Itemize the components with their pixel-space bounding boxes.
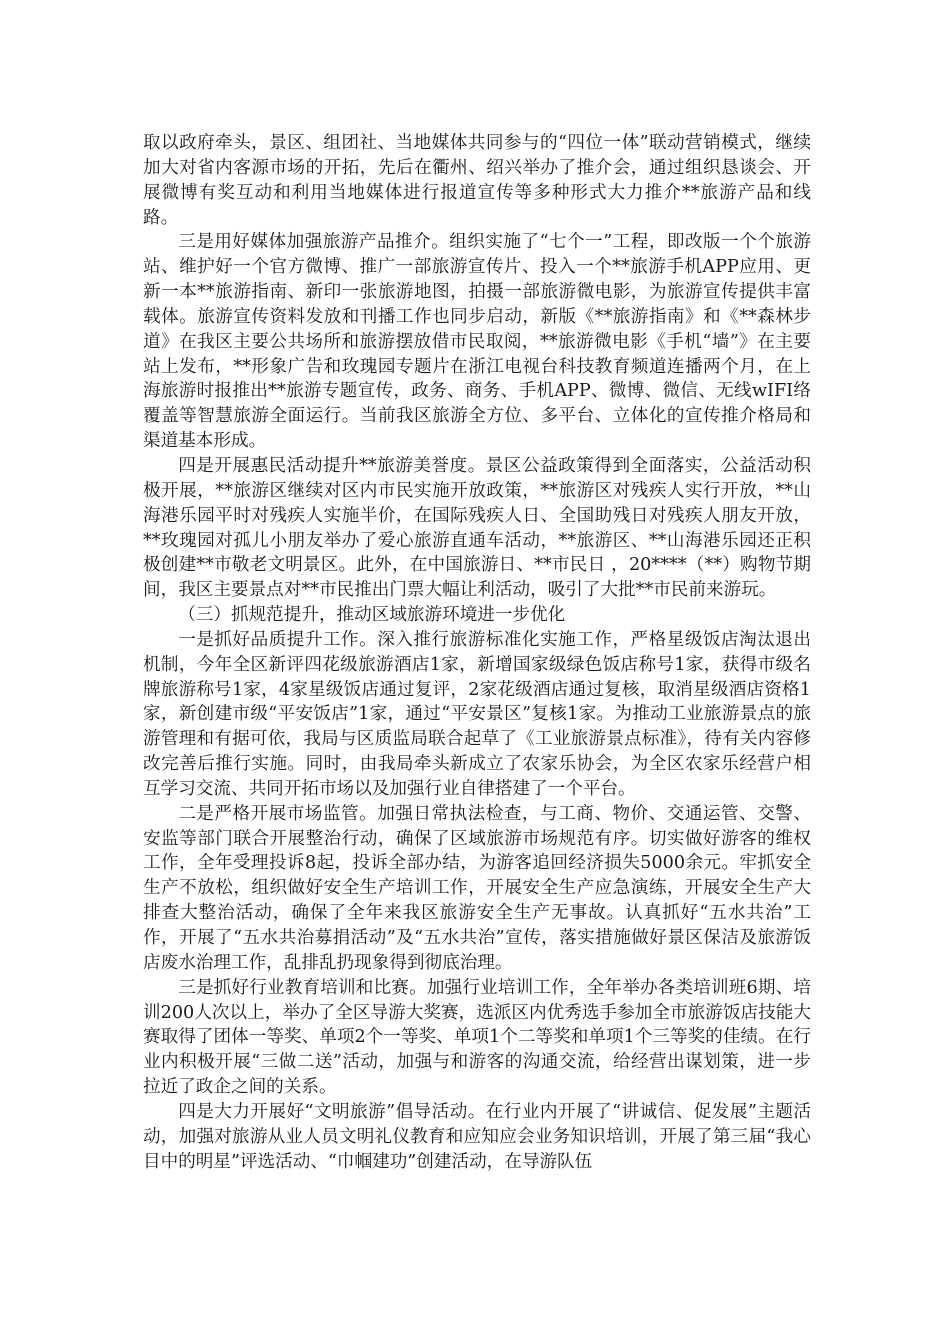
paragraph-civilized-tourism: 四是大力开展好“文明旅游”倡导活动。在行业内开展了“讲诚信、促发展”主题活动，加强对旅游从业人员文明礼仪教育和应知应会业务知识培训，开展了第三届“我心目中的明星”评选活动、“巾帼建功”创建活动，在导游队伍 bbox=[143, 1101, 811, 1172]
paragraph-market-supervision: 二是严格开展市场监管。加强日常执法检查，与工商、物价、交通运管、交警、安监等部门联合开展整治行动，确保了区域旅游市场规范有序。切实做好游客的维权工作，全年受理投诉8起，投诉全部办结，为游客追回经济损失5000余元。牢抓安全生产不放松，组织做好安全生产培训工作，开展安全生产应急演练，开展安全生产大排查大整治活动，确保了全年来我区旅游安全生产无事故。认真抓好“五水共治”工作，开展了“五水共治募捐活动”及“五水共治”宣传，落实措施做好景区保洁及旅游饭店废水治理工作，乱排乱扔现象得到彻底治理。 bbox=[143, 803, 811, 973]
section-heading: （三）抓规范提升，推动区域旅游环境进一步优化 bbox=[178, 605, 566, 626]
paragraph-quality-improvement: 一是抓好品质提升工作。深入推行旅游标准化实施工作，严格星级饭店淘汰退出机制，今年全区新评四花级旅游酒店1家，新增国家级绿色饭店称号1家，获得市级名牌旅游称号1家，4家星级饭店通过复评，2家花级酒店通过复核，取消星级酒店资格1家，新创建市级“平安饭店”1家，通过“平安景区”复核1家。为推动工业旅游景点的旅游管理和有据可依，我局与区质监局联合起草了《工业旅游景点标准》，待有关内容修改完善后推行实施。同时，由我局牵头新成立了农家乐协会，为全区农家乐经营户相互学习交流、共同开拓市场以及加强行业自律搭建了一个平台。 bbox=[143, 629, 811, 799]
paragraph-continuation: 取以政府牵头，景区、组团社、当地媒体共同参与的“四位一体”联动营销模式，继续加大对省内客源市场的开拓，先后在衢州、绍兴举办了推介会，通过组织恳谈会、开展微博有奖互动和利用当地媒体进行报道宣传等多种形式大力推介**旅游产品和线路。 bbox=[143, 133, 811, 228]
paragraph-public-benefit: 四是开展惠民活动提升**旅游美誉度。景区公益政策得到全面落实，公益活动积极开展，**旅游区继续对区内市民实施开放政策，**旅游区对残疾人实行开放，**山海港乐园平时对残疾人实施半价，在国际残疾人日、全国助残日对残疾人朋友开放，**玫瑰园对孤儿小朋友举办了爱心旅游直通车活动，**旅游区、**山海港乐园还正积极创建**市敬老文明景区。此外，在中国旅游日、**市民日 ，20****（**）购物节期间，我区主要景点对**市民推出门票大幅让利活动，吸引了大批**市民前来游玩。 bbox=[143, 455, 811, 601]
paragraph-media-promotion: 三是用好媒体加强旅游产品推介。组织实施了“七个一”工程，即改版一个个旅游站、维护好一个官方微博、推广一部旅游宣传片、投入一个**旅游手机APP应用、更新一本**旅游指南、新印一张旅游地图，拍摄一部旅游微电影，为旅游宣传提供丰富载体。旅游宣传资料发放和刊播工作也同步启动，新版《**旅游指南》和《**森林步道》在我区主要公共场所和旅游摆放借市民取阅，**旅游微电影《手机“墙”》在主要站上发布，**形象广告和玫瑰园专题片在浙江电视台科技教育频道连播两个月，在上海旅游时报推出**旅游专题宣传，政务、商务、手机APP、微博、微信、无线wIFI络覆盖等智慧旅游全面运行。当前我区旅游全方位、多平台、立体化的宣传推介格局和渠道基本形成。 bbox=[143, 232, 811, 452]
document-body bbox=[143, 131, 811, 1174]
paragraph-training: 三是抓好行业教育培训和比赛。加强行业培训工作，全年举办各类培训班6期、培训200人次以上，举办了全区导游大奖赛，选派区内优秀选手参加全市旅游饭店技能大赛取得了团体一等奖、单项2个一等奖、单项1个二等奖和单项1个三等奖的佳绩。在行业内积极开展“三做二送”活动，加强与和游客的沟通交流，给经营出谋划策，进一步拉近了政企之间的关系。 bbox=[143, 977, 811, 1098]
